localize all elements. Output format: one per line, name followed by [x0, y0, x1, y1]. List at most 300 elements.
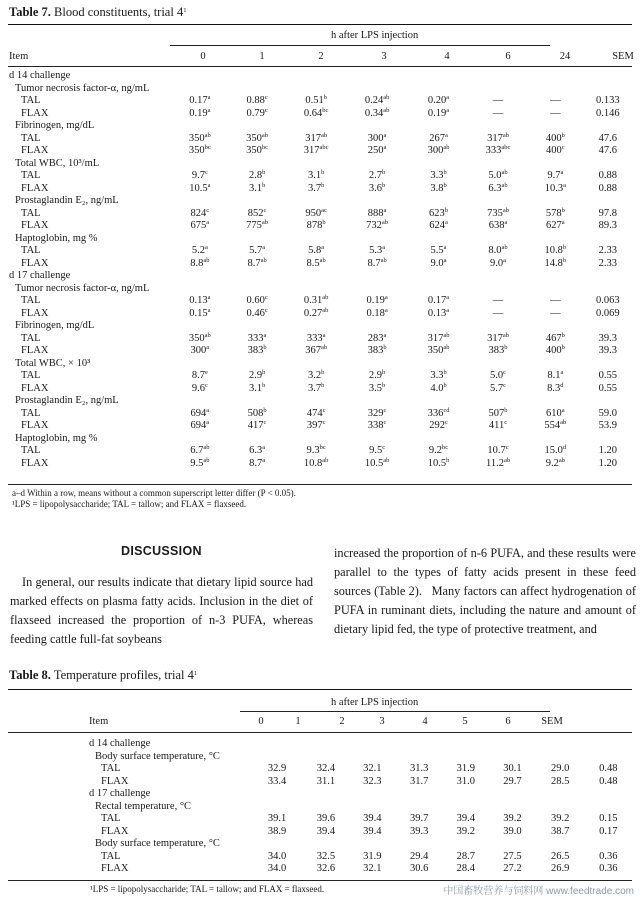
- table-row: [89, 863, 632, 876]
- table7-footnote-abbrev: ¹LPS = lipopolysaccharide; TAL = tallow; and FLAX = flaxseed.: [12, 499, 247, 509]
- cell-value: 9.0: [490, 257, 504, 269]
- cell-superscript: ab: [502, 206, 509, 214]
- table-cell: 39.3: [409, 825, 429, 837]
- table7-col-sem: SEM: [612, 51, 634, 62]
- table-cell: [469, 370, 527, 383]
- table-cell: 30.6: [409, 863, 429, 874]
- cell-value: 333: [485, 145, 502, 156]
- cell-value: 8.7: [247, 257, 261, 269]
- table-cell: [228, 170, 286, 183]
- cell-value: 2.7: [368, 170, 383, 181]
- table-row: [9, 383, 632, 396]
- table7-title-footnote-mark: 1: [183, 7, 187, 14]
- cell-value: 10.3: [544, 182, 564, 194]
- table-cell: [346, 220, 408, 233]
- table-cell: [408, 183, 469, 196]
- cell-value: 624: [429, 220, 445, 231]
- cell-superscript: b: [444, 206, 449, 214]
- cell-value: 852: [247, 207, 264, 219]
- table-cell: [286, 183, 346, 196]
- table-row: [9, 95, 632, 108]
- row-label: TAL: [21, 370, 41, 381]
- table-cell: [469, 133, 527, 146]
- cell-value: 467: [545, 332, 562, 344]
- row-label: FLAX: [21, 220, 49, 231]
- cell-value: 10.5: [364, 457, 384, 469]
- cell-superscript: d: [562, 444, 567, 451]
- cell-value: 0.27: [303, 307, 323, 319]
- table-cell: [527, 345, 584, 358]
- cell-superscript: c: [444, 419, 448, 426]
- cell-superscript: ab: [322, 306, 329, 314]
- cell-value: 8.7: [191, 370, 205, 381]
- sem-cell: 0.48: [599, 763, 618, 774]
- table7-col-hour: 1: [259, 51, 265, 62]
- row-label: TAL: [101, 763, 121, 774]
- parameter-label: Fibrinogen, mg/dL: [15, 320, 95, 331]
- cell-value: —: [550, 107, 561, 119]
- cell-value: 627: [546, 220, 562, 231]
- table-cell: [527, 258, 584, 271]
- cell-superscript: b: [443, 381, 447, 389]
- table-cell: [172, 308, 229, 321]
- table-cell: [346, 170, 408, 183]
- table-section-row: [89, 788, 632, 801]
- row-label: FLAX: [21, 145, 49, 156]
- sem-cell: 0.55: [598, 370, 617, 381]
- table8-header-rule: [8, 732, 632, 733]
- cell-value: 610: [546, 407, 562, 419]
- table-parameter-row: [89, 801, 632, 814]
- cell-superscript: bc: [322, 106, 329, 114]
- cell-superscript: b: [263, 406, 267, 414]
- cell-value: 9.0: [430, 257, 444, 269]
- sem-cell: 47.6: [598, 145, 617, 156]
- table-cell: [346, 308, 408, 321]
- table8-col-hour: 3: [379, 716, 385, 727]
- table-cell: 38.7: [551, 825, 570, 837]
- table8-col-sem: SEM: [541, 716, 563, 727]
- table-cell: 39.4: [316, 825, 336, 837]
- cell-superscript: ab: [320, 344, 328, 351]
- cell-value: 3.6: [368, 182, 383, 194]
- table-cell: 34.0: [267, 850, 287, 862]
- cell-superscript: a: [262, 244, 266, 251]
- cell-value: 5.0: [490, 370, 504, 381]
- table-row: [9, 458, 632, 471]
- cell-value: —: [550, 295, 561, 306]
- sem-cell: 89.3: [598, 220, 617, 231]
- cell-superscript: a: [384, 306, 388, 314]
- cell-superscript: ab: [502, 131, 509, 139]
- table-cell: 29.7: [503, 775, 522, 787]
- sem-cell: 0.146: [596, 107, 620, 119]
- cell-superscript: c: [264, 294, 268, 301]
- table-cell: [228, 420, 286, 433]
- table8-col-item: Item: [89, 716, 109, 727]
- cell-value: 0.31: [303, 295, 323, 306]
- table-cell: [228, 220, 286, 233]
- row-label: TAL: [21, 95, 41, 106]
- parameter-label: Haptoglobin, mg %: [15, 232, 98, 244]
- table7-col-hour: 24: [559, 51, 571, 62]
- table-cell: [408, 420, 469, 433]
- table-cell: 27.2: [503, 863, 522, 874]
- row-label: FLAX: [21, 107, 49, 119]
- table-cell: [172, 170, 229, 183]
- cell-superscript: a: [321, 244, 325, 251]
- cell-value: 5.0: [488, 170, 502, 181]
- cell-value: 9.5: [190, 457, 204, 469]
- table7-span-rule: [170, 45, 550, 46]
- table-cell: 32.1: [363, 863, 382, 874]
- table-cell: [172, 108, 229, 121]
- cell-value: 3.5: [368, 382, 383, 394]
- cell-superscript: b: [321, 369, 325, 376]
- table-cell: [346, 420, 408, 433]
- cell-value: 283: [367, 332, 384, 344]
- sem-cell: 39.3: [598, 345, 617, 356]
- cell-value: 0.24: [364, 95, 384, 106]
- cell-value: 0.20: [427, 95, 447, 106]
- cell-value: 317: [487, 332, 503, 344]
- table-cell: [527, 295, 584, 308]
- cell-superscript: a: [262, 444, 266, 451]
- cell-superscript: ab: [203, 456, 210, 464]
- cell-superscript: a: [206, 219, 210, 226]
- sem-cell: 2.33: [598, 257, 617, 269]
- table-cell: [228, 295, 286, 308]
- table-cell: [527, 333, 584, 346]
- table-cell: [408, 133, 469, 146]
- cell-superscript: ab: [380, 256, 387, 264]
- cell-superscript: b: [504, 344, 508, 351]
- sem-cell: 59.0: [598, 407, 617, 419]
- table-section-row: [89, 738, 632, 751]
- cell-superscript: a: [383, 331, 387, 339]
- cell-value: 735: [487, 207, 503, 219]
- cell-value: 6.7: [190, 445, 204, 456]
- cell-value: 329: [367, 407, 384, 419]
- row-label: FLAX: [21, 382, 49, 394]
- table-cell: [408, 95, 469, 108]
- discussion-left-column: In general, our results indicate that dietary lipid source had marked effects on plasma fatty acids. Inclusion in the diet of flaxseed increased the proportion of n-3 PUFA, whereas feeding cattle full-fat soybeans: [10, 575, 313, 646]
- table-cell: [469, 458, 527, 471]
- cell-value: 300: [190, 345, 207, 356]
- sem-cell: 2.33: [598, 245, 617, 256]
- section-label: d 14 challenge: [89, 738, 151, 749]
- table-cell: 39.2: [551, 813, 570, 824]
- table-cell: [408, 408, 469, 421]
- cell-value: 0.13: [427, 307, 447, 319]
- table-cell: 32.6: [316, 863, 336, 874]
- table-cell: [469, 408, 527, 421]
- cell-superscript: a: [207, 181, 211, 189]
- table8-title-footnote-mark: 1: [193, 670, 198, 677]
- table-cell: [527, 145, 584, 158]
- table-cell: [286, 420, 346, 433]
- table-cell: [228, 445, 286, 458]
- table-cell: [172, 420, 229, 433]
- table-cell: [172, 258, 229, 271]
- sem-cell: 0.36: [599, 863, 618, 874]
- table-cell: [346, 208, 408, 221]
- table8-col-hour: 5: [462, 716, 468, 727]
- table-cell: [286, 383, 346, 396]
- table-cell: [286, 108, 346, 121]
- cell-superscript: a: [383, 131, 387, 139]
- cell-superscript: a: [561, 219, 565, 226]
- table-cell: [527, 245, 584, 258]
- cell-value: 878: [306, 220, 323, 231]
- cell-superscript: c: [204, 169, 208, 176]
- cell-value: 508: [247, 407, 264, 419]
- cell-superscript: a: [561, 406, 565, 414]
- cell-value: 3.3: [430, 170, 444, 181]
- cell-superscript: ab: [443, 344, 450, 351]
- cell-value: —: [492, 307, 504, 319]
- cell-value: 2.9: [248, 370, 263, 381]
- table-cell: [408, 370, 469, 383]
- cell-superscript: ab: [322, 456, 329, 464]
- table-cell: [527, 208, 584, 221]
- table-cell: 31.0: [456, 775, 475, 787]
- table-cell: [408, 245, 469, 258]
- cell-superscript: c: [263, 206, 267, 214]
- cell-superscript: c: [383, 419, 387, 426]
- cell-superscript: b: [443, 169, 447, 176]
- cell-superscript: b: [321, 381, 325, 389]
- table-cell: [527, 133, 584, 146]
- table-cell: [346, 108, 408, 121]
- table-cell: 39.0: [503, 825, 522, 837]
- cell-value: 400: [546, 145, 562, 156]
- cell-value: 9.7: [547, 170, 561, 181]
- cell-value: 0.17: [427, 295, 447, 306]
- table-cell: 32.9: [267, 763, 287, 774]
- cell-value: 3.3: [430, 370, 444, 381]
- cell-value: 300: [367, 132, 384, 144]
- cell-value: 383: [367, 345, 384, 356]
- cell-superscript: ab: [558, 456, 565, 464]
- table-cell: [172, 245, 229, 258]
- sem-cell: 0.88: [598, 182, 617, 194]
- parameter-label: Body surface temperature, °C: [95, 750, 220, 762]
- table-cell: 28.5: [551, 775, 570, 787]
- row-label: TAL: [101, 850, 121, 862]
- cell-value: 2.9: [368, 370, 383, 381]
- row-label: TAL: [101, 813, 121, 824]
- cell-value: 950: [305, 207, 322, 219]
- table-cell: 31.1: [316, 775, 336, 787]
- cell-superscript: b: [561, 131, 565, 139]
- cell-superscript: b: [382, 169, 386, 176]
- cell-superscript: a: [384, 294, 388, 301]
- cell-value: 623: [429, 207, 445, 219]
- table-cell: [527, 308, 584, 321]
- table-cell: 33.4: [267, 775, 287, 787]
- row-label: TAL: [21, 170, 41, 181]
- cell-superscript: ab: [204, 331, 211, 339]
- cell-value: 8.5: [306, 257, 320, 269]
- table-cell: 39.4: [363, 813, 382, 824]
- cell-superscript: ab: [383, 106, 390, 114]
- section-label: d 14 challenge: [9, 70, 71, 81]
- table-cell: 28.7: [456, 850, 475, 862]
- discussion-right-column: increased the proportion of n-6 PUFA, and these results were parallel to the types of fatty acids present in these feed sources (Table 2). Many factors can affect hydrogenation of PUFA in ruminant diets, including the nature and amount of dietary lipid fed, the type of protective treatment, and: [334, 546, 636, 636]
- cell-value: 3.8: [430, 182, 444, 194]
- cell-value: 675: [190, 220, 207, 231]
- cell-value: 10.8: [303, 457, 323, 469]
- cell-value: 3.1: [248, 182, 263, 194]
- cell-superscript: c: [383, 406, 387, 414]
- table-cell: 39.4: [363, 825, 382, 837]
- cell-superscript: b: [321, 181, 325, 189]
- table-cell: [228, 208, 286, 221]
- cell-value: 2.8: [248, 170, 263, 181]
- cell-superscript: a: [446, 294, 450, 301]
- table-cell: [172, 208, 229, 221]
- sem-cell: 0.48: [599, 775, 618, 787]
- table8-top-rule: [8, 689, 632, 690]
- cell-superscript: a: [207, 106, 211, 114]
- cell-value: 9.6: [191, 382, 205, 394]
- table7-footnote-significance: a–d Within a row, means without a common superscript letter differ (P < 0.05).: [12, 488, 296, 498]
- cell-superscript: c: [264, 106, 268, 114]
- cell-superscript: a: [503, 256, 507, 264]
- table-cell: [469, 145, 527, 158]
- sem-cell: 39.3: [598, 332, 617, 344]
- table-row: [9, 345, 632, 358]
- cell-value: 10.5: [189, 182, 208, 194]
- table-section-row: [9, 70, 632, 83]
- cell-superscript: bc: [261, 144, 269, 151]
- table-cell: [469, 345, 527, 358]
- row-label: FLAX: [21, 345, 49, 356]
- table-cell: [346, 183, 408, 196]
- cell-value: 411: [488, 420, 505, 431]
- table-cell: [286, 145, 346, 158]
- table-cell: [469, 170, 527, 183]
- row-label: TAL: [21, 207, 41, 219]
- table-cell: [469, 308, 527, 321]
- cell-value: 9.5: [369, 445, 383, 456]
- cell-value: 400: [545, 345, 562, 356]
- table7-col-hour: 6: [505, 51, 511, 62]
- table-cell: [469, 295, 527, 308]
- cell-superscript: ab: [502, 331, 509, 339]
- cell-superscript: b: [323, 94, 327, 101]
- sem-cell: 0.063: [596, 295, 620, 306]
- cell-value: 15.0: [544, 445, 563, 456]
- table-cell: 39.2: [456, 825, 475, 837]
- cell-superscript: ab: [203, 256, 210, 264]
- cell-superscript: d: [560, 381, 564, 389]
- table8-label: Table 8.: [9, 668, 51, 682]
- cell-value: —: [492, 295, 504, 306]
- cell-value: 3.2: [307, 370, 322, 381]
- cell-value: 383: [247, 345, 264, 356]
- table-cell: [527, 170, 584, 183]
- table-cell: [228, 370, 286, 383]
- table-row: [9, 183, 632, 196]
- cell-superscript: b: [562, 256, 567, 264]
- cell-value: 507: [488, 407, 505, 419]
- cell-value: 0.79: [246, 107, 265, 119]
- cell-value: 824: [190, 207, 207, 219]
- cell-superscript: c: [503, 369, 507, 376]
- cell-superscript: e: [204, 369, 208, 376]
- table-cell: [408, 258, 469, 271]
- table-cell: [408, 445, 469, 458]
- cell-value: 5.2: [191, 245, 205, 256]
- cell-value: 0.19: [366, 295, 385, 306]
- table-cell: [408, 145, 469, 158]
- cell-value: 8.8: [190, 257, 204, 269]
- row-label: TAL: [21, 245, 41, 256]
- row-label: FLAX: [21, 257, 49, 269]
- table-cell: [346, 133, 408, 146]
- table8-span-header: h after LPS injection: [331, 697, 419, 708]
- table7-col-hour: 4: [444, 51, 450, 62]
- row-label: TAL: [21, 132, 41, 144]
- table-row: [89, 763, 632, 776]
- table-cell: [286, 220, 346, 233]
- cell-superscript: a: [204, 244, 208, 251]
- cell-value: 317: [303, 145, 320, 156]
- table-cell: [469, 258, 527, 271]
- parameter-label: Tumor necrosis factor-α, ng/mL: [15, 82, 150, 94]
- table-cell: [286, 408, 346, 421]
- sem-cell: 0.88: [598, 170, 617, 181]
- section-label: d 17 challenge: [9, 270, 71, 281]
- table-cell: [408, 308, 469, 321]
- table-cell: [527, 108, 584, 121]
- table-cell: [286, 170, 346, 183]
- table-cell: [469, 245, 527, 258]
- cell-value: 267: [429, 132, 445, 144]
- cell-superscript: b: [382, 369, 386, 376]
- table-cell: 29.0: [551, 763, 570, 774]
- cell-value: 333: [306, 332, 323, 344]
- table7-caption: [9, 5, 186, 20]
- table-cell: 38.9: [267, 825, 287, 837]
- cell-superscript: a: [322, 331, 326, 339]
- sem-cell: 0.55: [598, 382, 617, 394]
- table-cell: [172, 145, 229, 158]
- table8-footnote: ¹LPS = lipopolysaccharide; TAL = tallow; and FLAX = flaxseed.: [90, 884, 325, 894]
- table-cell: [469, 95, 527, 108]
- table7-label: Table 7.: [9, 5, 51, 19]
- cell-superscript: b: [263, 344, 267, 351]
- cell-superscript: cd: [443, 406, 450, 414]
- table-cell: [228, 333, 286, 346]
- sem-cell: 0.133: [596, 95, 620, 106]
- cell-superscript: ab: [501, 181, 508, 189]
- row-label: FLAX: [101, 775, 129, 787]
- cell-superscript: b: [262, 369, 266, 376]
- cell-superscript: ab: [501, 169, 508, 176]
- cell-superscript: b: [262, 169, 266, 176]
- cell-superscript: ab: [261, 219, 269, 226]
- table-cell: 29.4: [409, 850, 429, 862]
- table8-title: Temperature profiles, trial 4: [50, 668, 194, 682]
- cell-superscript: a: [563, 181, 566, 189]
- table-cell: [346, 458, 408, 471]
- table-cell: [346, 345, 408, 358]
- cell-value: 350: [246, 145, 262, 156]
- cell-superscript: b: [443, 181, 447, 189]
